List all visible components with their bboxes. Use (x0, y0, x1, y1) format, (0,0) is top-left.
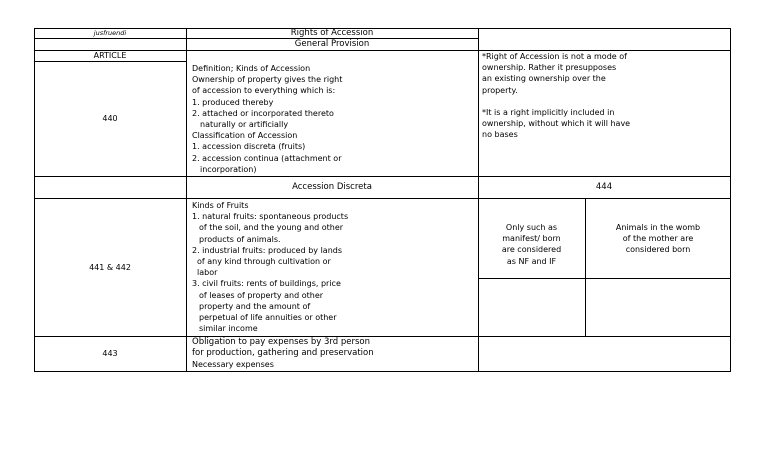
provision-441-line: 3. civil fruits: rents of buildings, price (192, 279, 341, 289)
discreta-heading: Accession Discreta (292, 182, 372, 192)
provision-441-line: products of animals. (199, 234, 281, 244)
document-title: Rights of Accession (290, 28, 374, 38)
provision-443-line: Necessary expenses (192, 360, 274, 370)
note-440-line: *Right of Accession is not a mode of (482, 52, 627, 61)
rule-444-mid (478, 278, 731, 279)
note-444-womb-line: of the mother are (622, 234, 694, 244)
rule-col2 (478, 28, 479, 372)
article-441-442: 441 & 442 (89, 263, 131, 272)
note-444-manifest-line: Only such as (505, 223, 558, 232)
provision-440-line: Classification of Accession (192, 131, 298, 141)
provision-440-line: of accession to everything which is: (192, 86, 336, 96)
provision-441-line: of the soil, and the young and other (199, 223, 344, 233)
note-440-line: an existing ownership over the (482, 74, 606, 84)
rule-col1 (186, 28, 187, 372)
provision-440-line: 2. accession continua (attachment or (192, 153, 342, 163)
provision-441-line: perpetual of life annuities or other (199, 313, 337, 322)
note-440-line: ownership, without which it will have (482, 119, 631, 129)
provision-441-line: of any kind through cultivation or (197, 257, 331, 266)
rule-right (730, 28, 731, 372)
provision-441-line: 1. natural fruits: spontaneous products (192, 212, 349, 222)
note-444-manifest-line: are considered (501, 245, 562, 255)
provision-441-line: Kinds of Fruits (192, 201, 249, 210)
article-444: 444 (595, 182, 613, 192)
rule-left (34, 28, 35, 372)
provision-441-line: similar income (199, 324, 258, 334)
provision-440-line: incorporation) (200, 164, 257, 174)
provision-441-line: property and the amount of (199, 301, 311, 311)
rule-discreta-bottom (34, 198, 731, 199)
rule-article-head (34, 61, 186, 62)
provision-440-line: Ownership of property gives the right (192, 75, 343, 85)
note-440-line: no bases (482, 130, 518, 140)
article-443: 443 (102, 349, 118, 358)
provision-440-line: naturally or artificially (200, 120, 289, 129)
provision-440-line: Definition; Kinds of Accession (192, 64, 311, 73)
rule-444-split (585, 198, 586, 336)
note-440-line: ownership. Rather it presupposes (482, 63, 617, 73)
note-440-line: *It is a right implicitly included in (482, 108, 615, 117)
section-subtitle: General Provision (294, 39, 370, 49)
note-444-womb-line: Animals in the womb (615, 223, 701, 232)
note-444-manifest-line: manifest/ born (502, 234, 561, 244)
provision-441-line: labor (197, 268, 218, 278)
provision-440-line: 1. accession discreta (fruits) (192, 142, 306, 152)
note-444-manifest-line: as NF and IF (506, 256, 557, 266)
provision-443-line: Obligation to pay expenses by 3rd person (192, 337, 370, 347)
brand-label: jusfruendi (93, 29, 127, 37)
article-column-header: ARTICLE (93, 51, 127, 60)
provision-440-line: 2. attached or incorporated thereto (192, 108, 334, 118)
note-444-womb-line: considered born (625, 245, 691, 255)
note-440-line: property. (482, 85, 518, 95)
provision-443-line: for production, gathering and preservation (192, 348, 374, 359)
rule-441-bottom (34, 336, 731, 337)
article-440: 440 (102, 114, 118, 123)
rule-bottom (34, 371, 731, 372)
provision-440-line: 1. produced thereby (192, 97, 274, 107)
provision-441-line: 2. industrial fruits: produced by lands (192, 245, 343, 255)
provision-441-line: of leases of property and other (199, 290, 324, 300)
